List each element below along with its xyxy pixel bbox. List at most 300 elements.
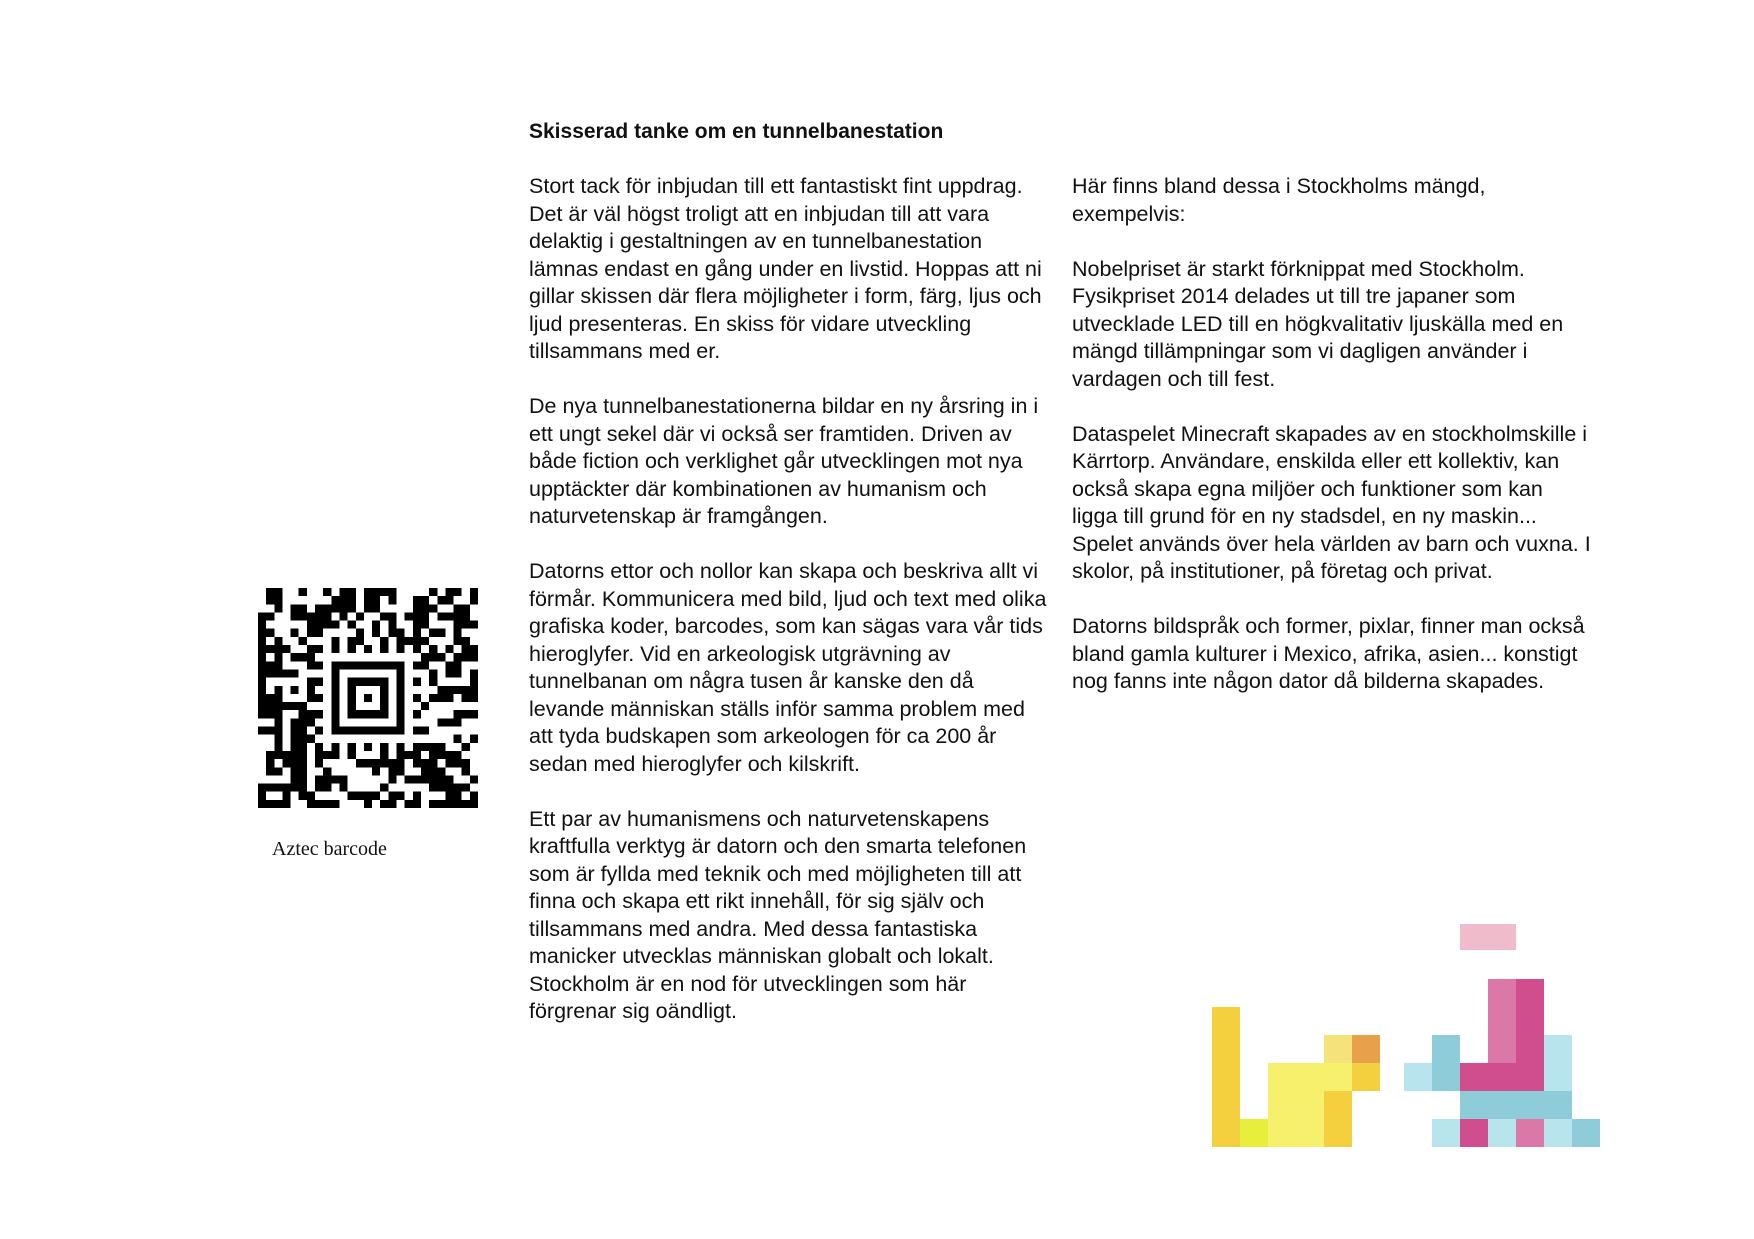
barcode-module [323,784,331,792]
barcode-module [331,686,339,694]
barcode-module [445,645,453,653]
barcode-module [413,759,421,767]
barcode-module [388,727,396,735]
barcode-module [299,792,307,800]
barcode-module [397,767,405,775]
barcode-module [397,743,405,751]
barcode-module [380,694,388,702]
barcode-module [372,767,380,775]
barcode-module [323,612,331,620]
pixel-art-figures-icon [1204,922,1604,1162]
barcode-module [388,775,396,783]
barcode-module [421,653,429,661]
barcode-module [437,775,445,783]
barcode-module [388,588,396,596]
barcode-module [348,661,356,669]
paragraph-pixels: Datorns bildspråk och former, pixlar, finner man också bland gamla kulturer i Mexico, afrika, asien... konstigt nog fanns inte någon dator då bilderna skapades. [1072,614,1585,693]
barcode-module [397,718,405,726]
barcode-module [380,702,388,710]
pixel-block [1324,1035,1352,1063]
barcode-module [429,669,437,677]
barcode-module [258,621,266,629]
barcode-module [470,645,478,653]
barcode-module [274,669,282,677]
barcode-module [315,661,323,669]
barcode-module [258,637,266,645]
barcode-module [299,784,307,792]
pixel-block [1460,1119,1488,1147]
barcode-module [282,759,290,767]
barcode-module [397,678,405,686]
barcode-module [315,710,323,718]
barcode-module [413,694,421,702]
barcode-module [331,775,339,783]
barcode-module [454,629,462,637]
barcode-module [274,637,282,645]
barcode-module [421,767,429,775]
barcode-module [413,743,421,751]
barcode-module [266,661,274,669]
barcode-module [274,596,282,604]
barcode-module [470,735,478,743]
barcode-module [445,784,453,792]
barcode-module [356,792,364,800]
barcode-module [307,629,315,637]
barcode-module [274,702,282,710]
pixel-block [1432,1035,1460,1091]
barcode-module [331,621,339,629]
barcode-module [307,653,315,661]
barcode-module [274,645,282,653]
barcode-module [307,661,315,669]
barcode-module [405,751,413,759]
barcode-module [421,637,429,645]
barcode-module [331,637,339,645]
barcode-module [364,678,372,686]
barcode-module [437,751,445,759]
barcode-module [356,637,364,645]
barcode-module [299,612,307,620]
barcode-module [356,678,364,686]
barcode-module [454,612,462,620]
barcode-module [454,759,462,767]
barcode-module [258,645,266,653]
barcode-module [462,686,470,694]
barcode-module [258,800,266,808]
barcode-module [437,629,445,637]
barcode-module [258,653,266,661]
paragraph-examples: Här finns bland dessa i Stockholms mängd, exempelvis: [1072,174,1486,226]
barcode-module [397,727,405,735]
barcode-module [266,629,274,637]
barcode-module [397,686,405,694]
barcode-module [348,751,356,759]
barcode-module [470,686,478,694]
barcode-module [429,784,437,792]
barcode-module [364,596,372,604]
barcode-module [266,710,274,718]
barcode-module [454,800,462,808]
barcode-module [348,702,356,710]
barcode-module [274,784,282,792]
barcode-module [274,718,282,726]
barcode-module [397,710,405,718]
barcode-module [266,800,274,808]
barcode-module [348,710,356,718]
barcode-module [364,800,372,808]
barcode-module [274,653,282,661]
barcode-module [380,759,388,767]
barcode-module [348,727,356,735]
barcode-module [331,800,339,808]
barcode-module [364,710,372,718]
pixel-block [1460,1091,1572,1119]
barcode-module [470,588,478,596]
barcode-module [307,686,315,694]
pixel-block [1572,1119,1600,1147]
barcode-module [413,604,421,612]
barcode-module [372,596,380,604]
barcode-module [413,596,421,604]
barcode-module [258,686,266,694]
barcode-module [437,612,445,620]
barcode-module [397,759,405,767]
barcode-module [356,727,364,735]
barcode-module [372,792,380,800]
barcode-module [413,612,421,620]
barcode-module [266,596,274,604]
barcode-module [462,784,470,792]
pixel-block [1516,979,1544,1091]
barcode-module [372,604,380,612]
barcode-module [413,637,421,645]
barcode-module [462,743,470,751]
barcode-module [348,604,356,612]
barcode-module [331,751,339,759]
barcode-module [470,775,478,783]
barcode-module [429,800,437,808]
barcode-module [291,718,299,726]
barcode-module [413,727,421,735]
barcode-module [258,792,266,800]
barcode-module [348,588,356,596]
pixel-block [1324,1091,1352,1147]
barcode-module [258,784,266,792]
barcode-module [339,612,347,620]
barcode-module [445,669,453,677]
barcode-module [462,604,470,612]
barcode-module [445,686,453,694]
barcode-module [258,727,266,735]
barcode-module [364,604,372,612]
barcode-module [258,694,266,702]
barcode-module [299,588,307,596]
pixel-block [1352,1035,1380,1063]
barcode-module [421,743,429,751]
barcode-module [266,702,274,710]
aztec-barcode-icon [258,588,478,808]
barcode-module [364,759,372,767]
barcode-module [282,784,290,792]
barcode-module [315,645,323,653]
barcode-module [380,686,388,694]
barcode-module [307,694,315,702]
barcode-module [470,596,478,604]
barcode-module [397,669,405,677]
barcode-module [282,792,290,800]
barcode-module [462,612,470,620]
barcode-module [445,661,453,669]
barcode-module [413,775,421,783]
barcode-module [291,759,299,767]
barcode-module [429,759,437,767]
barcode-module [413,629,421,637]
barcode-module [274,800,282,808]
barcode-module [307,718,315,726]
barcode-module [445,718,453,726]
barcode-module [323,775,331,783]
barcode-module [380,637,388,645]
barcode-module [380,710,388,718]
barcode-module [364,588,372,596]
barcode-module [437,800,445,808]
barcode-module [291,751,299,759]
pixel-block [1404,1063,1432,1091]
barcode-module [380,727,388,735]
barcode-module [421,612,429,620]
barcode-module [405,612,413,620]
barcode-module [445,588,453,596]
barcode-module [429,743,437,751]
barcode-module [437,743,445,751]
barcode-module [299,710,307,718]
barcode-module [397,645,405,653]
barcode-module [364,661,372,669]
barcode-module [388,759,396,767]
barcode-module [315,784,323,792]
barcode-module [470,653,478,661]
left-text-column [529,173,1049,1053]
barcode-module [380,751,388,759]
barcode-module [274,661,282,669]
barcode-module [454,784,462,792]
barcode-module [339,596,347,604]
barcode-module [405,775,413,783]
barcode-module [437,767,445,775]
barcode-module [445,800,453,808]
barcode-module [364,694,372,702]
barcode-module [388,767,396,775]
barcode-module [299,759,307,767]
barcode-module [421,596,429,604]
pixel-block [1544,1119,1572,1147]
barcode-module [356,612,364,620]
barcode-module [364,792,372,800]
barcode-module [274,604,282,612]
barcode-module [454,792,462,800]
barcode-module [413,661,421,669]
barcode-module [299,775,307,783]
barcode-module [299,743,307,751]
barcode-module [323,604,331,612]
barcode-module [307,612,315,620]
barcode-module [429,678,437,686]
barcode-module [380,588,388,596]
barcode-module [315,604,323,612]
barcode-module [356,759,364,767]
barcode-module [339,775,347,783]
barcode-module [331,743,339,751]
barcode-module [323,800,331,808]
barcode-module [445,596,453,604]
barcode-module [266,669,274,677]
barcode-module [291,669,299,677]
barcode-module [348,743,356,751]
barcode-module [315,678,323,686]
barcode-module [421,702,429,710]
barcode-module [331,645,339,653]
barcode-module [299,718,307,726]
barcode-module [323,621,331,629]
barcode-module [470,621,478,629]
barcode-module [364,743,372,751]
barcode-module [413,800,421,808]
barcode-module [291,653,299,661]
barcode-module [274,694,282,702]
barcode-module [421,775,429,783]
barcode-module [291,775,299,783]
barcode-module [315,775,323,783]
barcode-module [454,718,462,726]
paragraph-minecraft: Dataspelet Minecraft skapades av en stockholmskille i Kärrtorp. Användare, enskilda eller ett kollektiv, kan också skapa egna miljöer och funktioner som kan ligga till grund för en ny stadsdel, en ny maskin... Spelet används över hela världen av barn och vuxna. I skolor, på institutioner, på företag och privat. [1072,421,1591,583]
barcode-module [454,621,462,629]
barcode-module [364,727,372,735]
barcode-module [299,767,307,775]
barcode-module [323,751,331,759]
barcode-module [470,710,478,718]
barcode-module [266,694,274,702]
barcode-module [315,759,323,767]
pixel-block [1544,1035,1572,1091]
barcode-module [356,710,364,718]
barcode-module [266,645,274,653]
document-heading: Skisserad tanke om en tunnelbanestation [529,120,944,143]
barcode-module [315,629,323,637]
barcode-module [299,702,307,710]
barcode-module [307,792,315,800]
barcode-module [258,702,266,710]
barcode-module [445,775,453,783]
barcode-module [462,767,470,775]
paragraph-nobel: Nobelpriset är starkt förknippat med Stockholm. Fysikpriset 2014 delades ut till tre japaner som utvecklade LED till en högkvalitativ ljuskälla med en mängd tillämpningar som vi dagligen använder i vardagen och till fest. [1072,256,1564,391]
pixel-block [1432,1119,1460,1147]
barcode-module [470,800,478,808]
barcode-module [405,637,413,645]
barcode-module [445,751,453,759]
barcode-module [299,604,307,612]
barcode-module [348,792,356,800]
barcode-module [445,694,453,702]
barcode-module [307,621,315,629]
barcode-module [356,629,364,637]
barcode-module [388,661,396,669]
barcode-module [258,678,266,686]
barcode-module [388,621,396,629]
barcode-module [429,751,437,759]
barcode-module [348,686,356,694]
barcode-module [307,735,315,743]
barcode-module [274,767,282,775]
barcode-module [323,767,331,775]
barcode-module [372,678,380,686]
barcode-module [266,767,274,775]
barcode-module [339,784,347,792]
barcode-module [331,718,339,726]
barcode-module [388,612,396,620]
barcode-module [454,604,462,612]
barcode-module [372,621,380,629]
barcode-module [429,775,437,783]
barcode-module [331,702,339,710]
barcode-module [462,645,470,653]
barcode-module [266,751,274,759]
barcode-module [291,702,299,710]
barcode-module [462,710,470,718]
barcode-module [274,686,282,694]
barcode-module [258,661,266,669]
barcode-module [437,718,445,726]
barcode-module [429,588,437,596]
barcode-module [372,727,380,735]
barcode-module [380,612,388,620]
barcode-module [470,678,478,686]
barcode-module [421,604,429,612]
barcode-module [397,661,405,669]
pixel-block [1212,1007,1240,1147]
barcode-module [258,612,266,620]
barcode-module [429,694,437,702]
barcode-module [291,604,299,612]
barcode-module [380,784,388,792]
barcode-module [348,645,356,653]
barcode-module [331,694,339,702]
paragraph-new-stations: De nya tunnelbanestationerna bildar en ny årsring in i ett ungt sekel där vi också ser framtiden. Driven av både fiction och verklighet går utvecklingen mot nya upptäckter där kombinationen av humanism och naturvetenskap är framgången. [529,394,1039,528]
barcode-module [339,588,347,596]
barcode-module [454,588,462,596]
paragraph-tools: Ett par av humanismens och naturvetenskapens kraftfulla verktyg är datorn och den smarta telefonen som är fyllda med teknik och med möjligheten till att finna och skapa ett rikt innehåll, för sig själv och tillsammans med andra. Med dessa fantastiska manicker utvecklas människan globalt och lokalt. Stockholm är en nod för utvecklingen som här förgrenar sig oändligt. [529,806,1027,1023]
barcode-module [348,596,356,604]
barcode-module [331,661,339,669]
barcode-module [266,612,274,620]
barcode-module [372,710,380,718]
barcode-module [454,686,462,694]
barcode-module [421,727,429,735]
barcode-module [397,694,405,702]
barcode-module [429,604,437,612]
barcode-module [364,645,372,653]
barcode-module [445,792,453,800]
barcode-module [380,661,388,669]
barcode-module [413,678,421,686]
barcode-module [454,735,462,743]
barcode-module [274,751,282,759]
barcode-module [315,612,323,620]
pixel-block [1516,1119,1544,1147]
barcode-module [331,727,339,735]
barcode-module [462,653,470,661]
barcode-module [462,621,470,629]
barcode-module [348,637,356,645]
